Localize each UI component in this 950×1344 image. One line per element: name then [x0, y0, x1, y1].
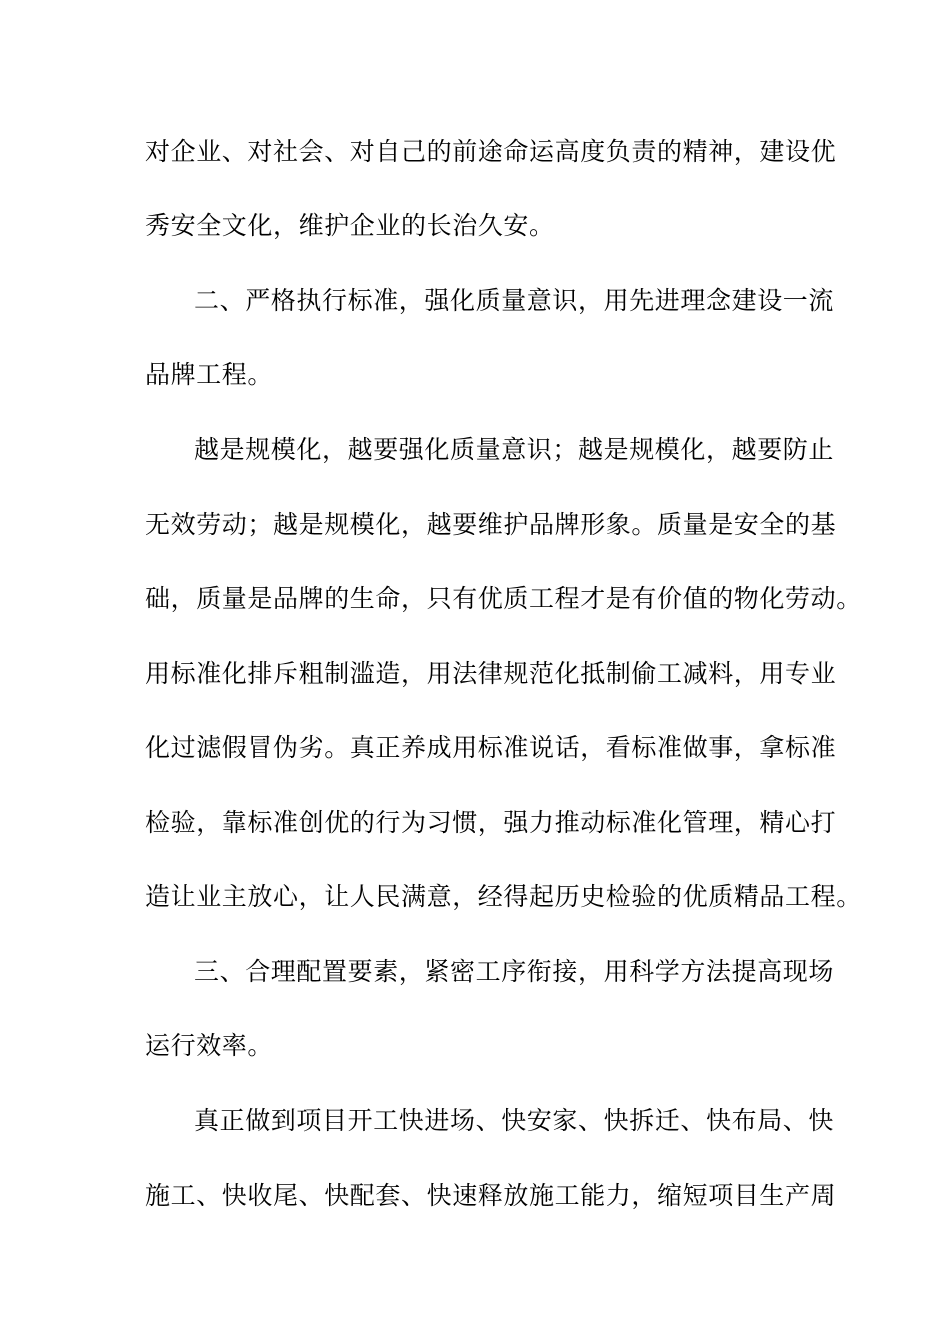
section-heading-3: 三、合理配置要素，紧密工序衔接，用科学方法提高现场 [194, 957, 835, 986]
section-heading-2-cont: 品牌工程。 [145, 360, 274, 389]
section-heading-3-cont: 运行效率。 [145, 1031, 274, 1060]
text-line: 用标准化排斥粗制滥造，用法律规范化抵制偷工减料，用专业 [145, 659, 837, 688]
text-line: 对企业、对社会、对自己的前途命运高度负责的精神，建设优 [145, 137, 837, 166]
section-heading-2: 二、严格执行标准，强化质量意识，用先进理念建设一流 [194, 286, 835, 315]
text-line: 化过滤假冒伪劣。真正养成用标准说话，看标准做事，拿标准 [145, 733, 837, 762]
paragraph-start: 越是规模化，越要强化质量意识；越是规模化，越要防止 [194, 435, 835, 464]
text-line: 秀安全文化，维护企业的长治久安。 [145, 211, 555, 240]
text-line: 无效劳动；越是规模化，越要维护品牌形象。质量是安全的基 [145, 510, 837, 539]
text-line: 检验，靠标准创优的行为习惯，强力推动标准化管理，精心打 [145, 808, 837, 837]
paragraph-start: 真正做到项目开工快进场、快安家、快拆迁、快布局、快 [194, 1106, 835, 1135]
text-line: 施工、快收尾、快配套、快速释放施工能力，缩短项目生产周 [145, 1181, 837, 1210]
text-line: 础，质量是品牌的生命，只有优质工程才是有价值的物化劳动。 [145, 584, 862, 613]
text-line: 造让业主放心，让人民满意，经得起历史检验的优质精品工程。 [145, 882, 862, 911]
